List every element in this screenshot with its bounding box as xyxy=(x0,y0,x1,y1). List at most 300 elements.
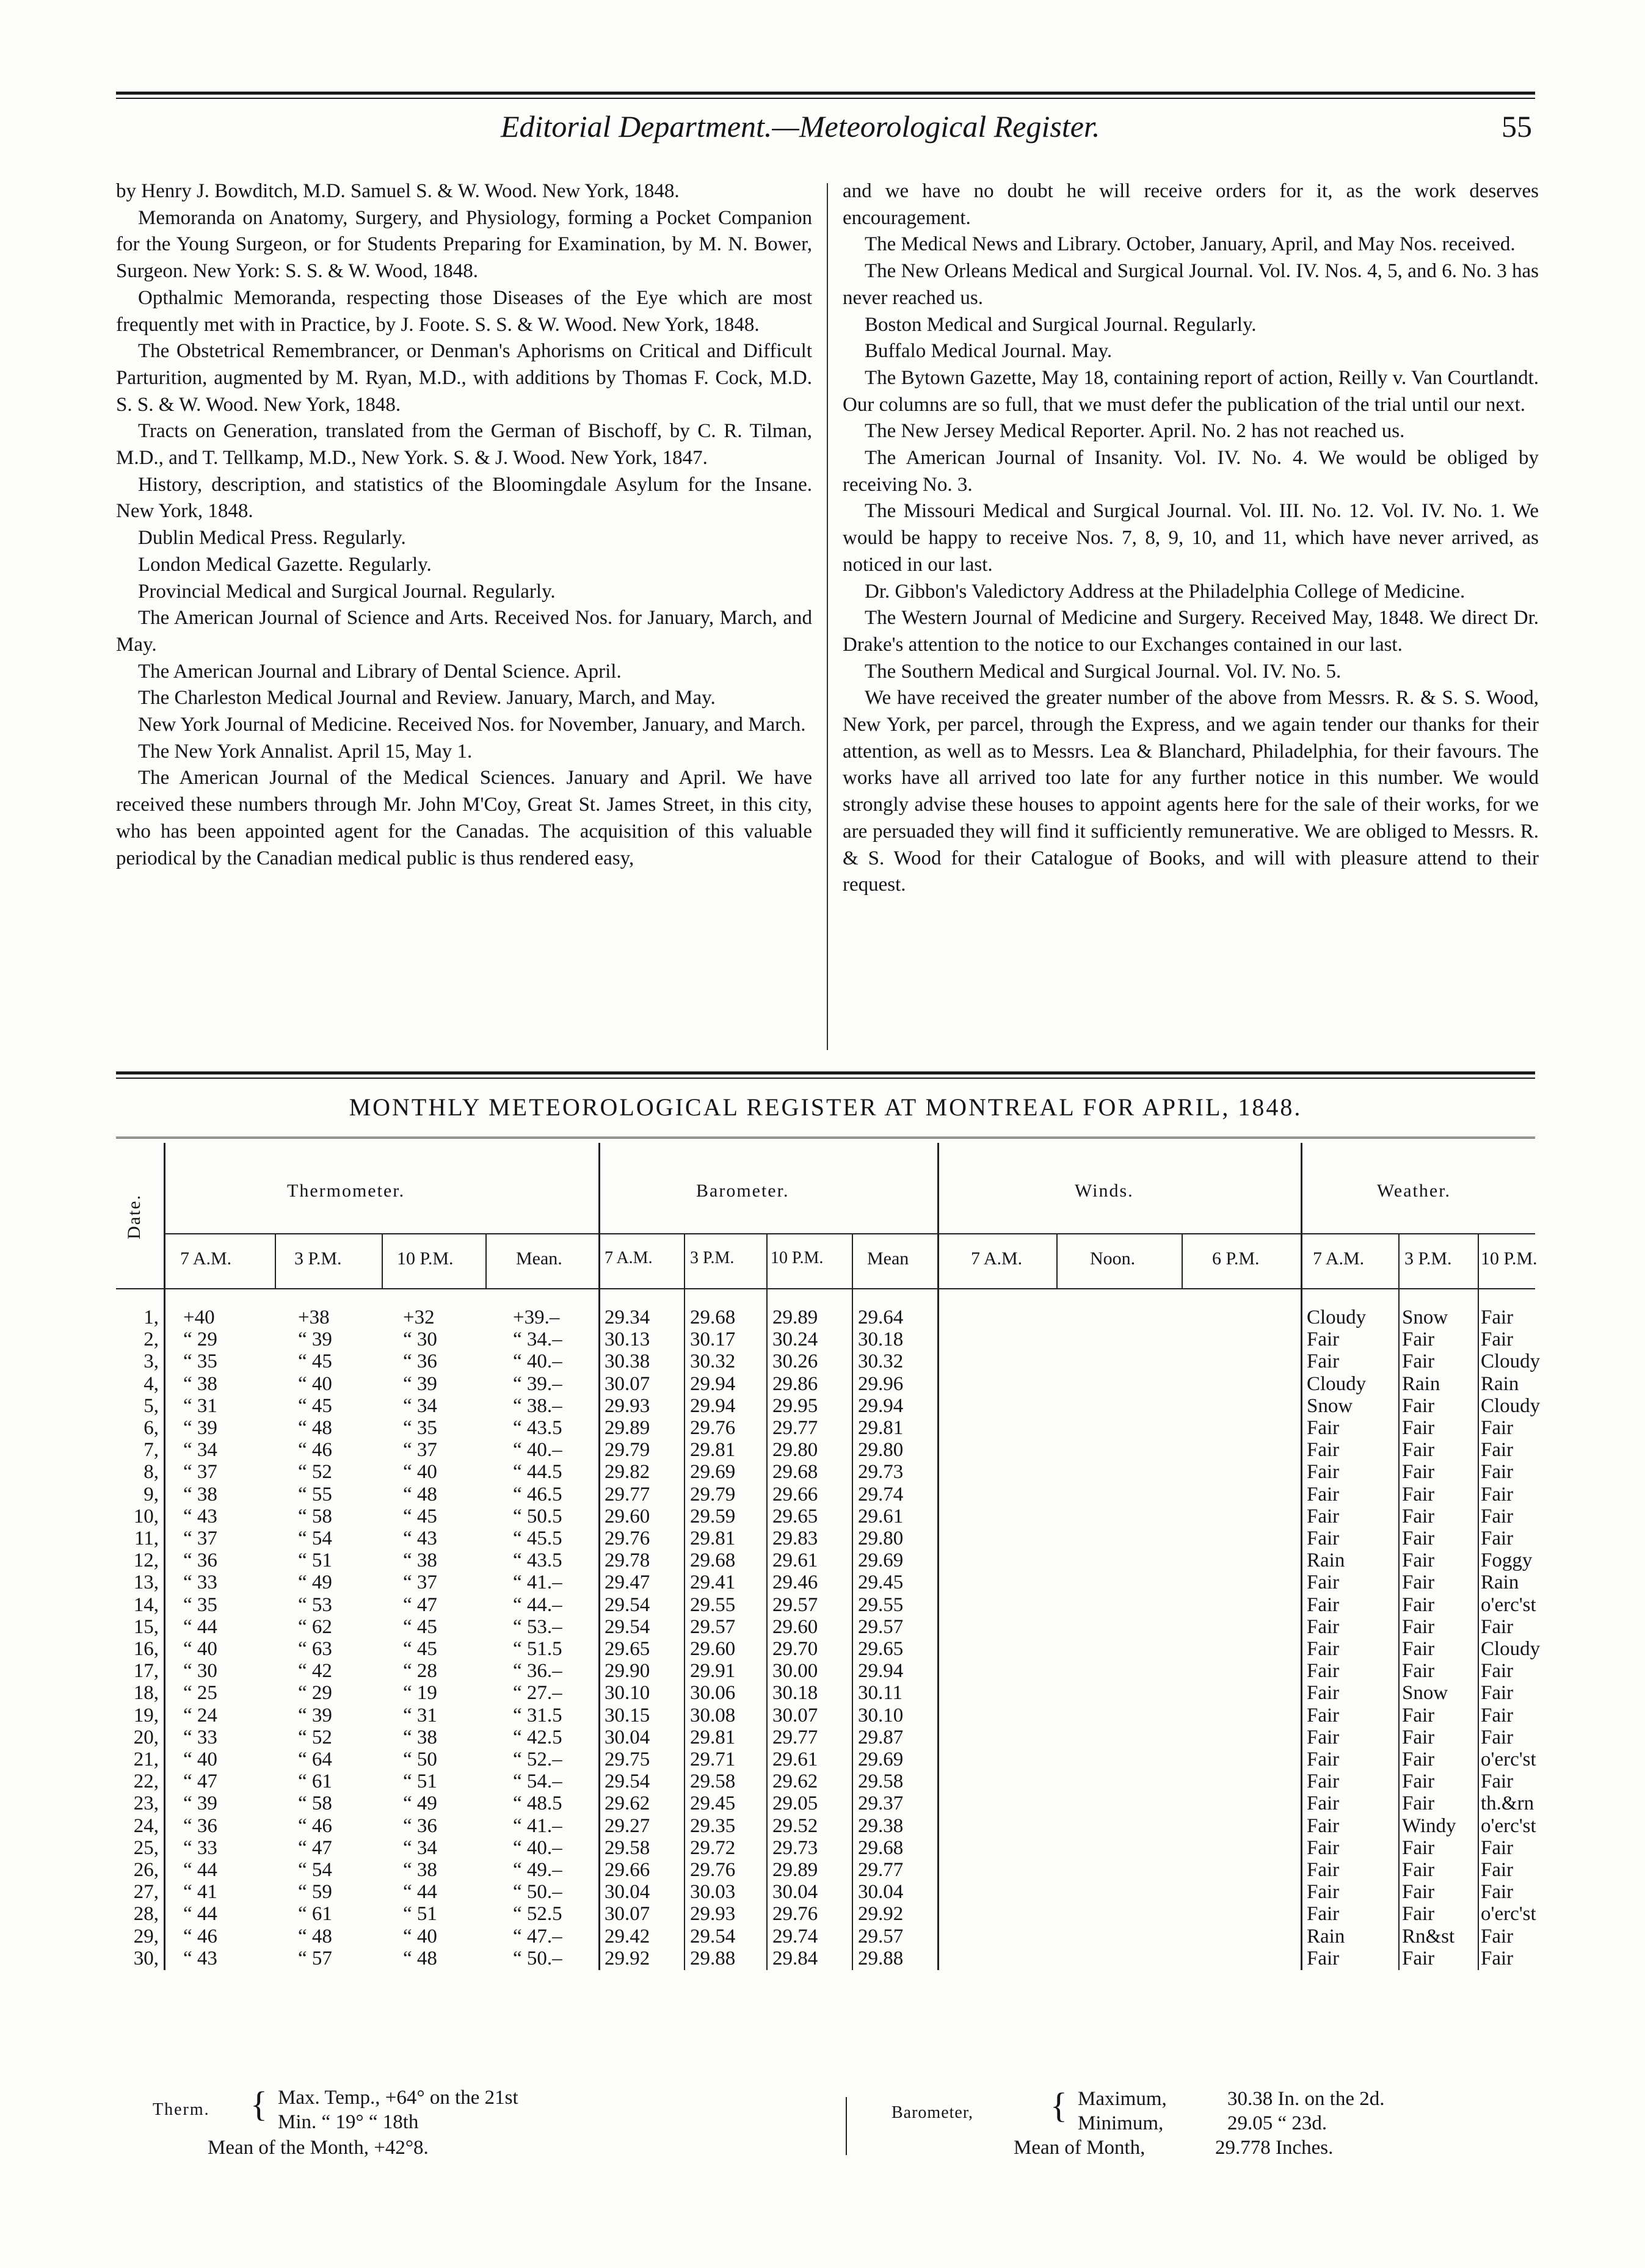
weather-10pm-cell: Fair xyxy=(1481,1726,1514,1748)
baro-3pm-cell: 29.35 xyxy=(690,1814,736,1837)
therm-mean-cell: “ 31.5 xyxy=(513,1704,562,1726)
baro-10pm-cell: 29.46 xyxy=(772,1571,818,1594)
paragraph: The Obstetrical Remembrancer, or Denman's Aphorisms on Critical and Difficult Parturition, augmented by M. Ryan, M.D., with additions by Thomas F. Cock, M.D. S. S. & W. Wood. New York, 1848. xyxy=(116,340,812,416)
weather-10pm-cell: Rain xyxy=(1481,1372,1519,1395)
therm-mean-cell: “ 41.– xyxy=(513,1571,562,1594)
baro-mean-label: Mean of Month, xyxy=(1014,2137,1146,2159)
therm-10pm-cell: “ 45 xyxy=(403,1615,437,1638)
baro-mean-cell: 29.61 xyxy=(858,1505,904,1527)
baro-7am-cell: 29.47 xyxy=(605,1571,650,1594)
baro-3pm-cell: 29.68 xyxy=(690,1549,736,1572)
day-cell: 6, xyxy=(143,1417,159,1439)
therm-10pm-cell: “ 38 xyxy=(403,1726,437,1748)
baro-10pm-cell: 30.26 xyxy=(772,1350,818,1373)
weather-7am-cell: Fair xyxy=(1307,1748,1340,1770)
baro-3pm-cell: 30.17 xyxy=(690,1328,736,1351)
therm-7am-cell: “ 40 xyxy=(183,1638,217,1660)
weather-3pm-cell: Fair xyxy=(1402,1947,1435,1969)
baro-3pm-cell: 30.32 xyxy=(690,1350,736,1373)
right-column xyxy=(843,178,1539,899)
therm-10pm-cell: “ 37 xyxy=(403,1439,437,1462)
baro-3pm-cell: 29.81 xyxy=(690,1439,736,1462)
weather-7am-cell: Fair xyxy=(1307,1792,1340,1815)
therm-3pm-cell: “ 62 xyxy=(298,1615,332,1638)
weather-7am-cell: Fair xyxy=(1307,1461,1340,1484)
day-cell: 26, xyxy=(133,1859,159,1881)
paragraph: The Southern Medical and Surgical Journal. Vol. IV. No. 5. xyxy=(865,660,1342,683)
therm-7am-cell: “ 34 xyxy=(183,1439,217,1462)
weather-7am-cell: Fair xyxy=(1307,1947,1340,1969)
baro-7am-cell: 29.93 xyxy=(605,1394,650,1417)
therm-mean-cell: “ 50.– xyxy=(513,1881,562,1904)
weather-10pm-cell: Fair xyxy=(1481,1704,1514,1726)
weather-3pm-cell: Fair xyxy=(1402,1881,1435,1904)
subheader-line xyxy=(116,1288,1535,1289)
therm-mean-cell: “ 36.– xyxy=(513,1660,562,1683)
weather-10pm-cell: Cloudy xyxy=(1481,1638,1541,1660)
baro-10pm-cell: 29.57 xyxy=(772,1593,818,1616)
therm-10pm-cell: “ 39 xyxy=(403,1372,437,1395)
therm-7am-cell: “ 35 xyxy=(183,1593,217,1616)
weather-10pm-cell: o'erc'st xyxy=(1481,1814,1536,1837)
therm-10pm-cell: “ 38 xyxy=(403,1549,437,1572)
baro-3pm-cell: 29.58 xyxy=(690,1770,736,1793)
weather-7am-cell: Fair xyxy=(1307,1814,1340,1837)
weather-3pm-cell: Fair xyxy=(1402,1615,1435,1638)
baro-mean-cell: 29.77 xyxy=(858,1859,904,1881)
weather-3pm-cell: Fair xyxy=(1402,1461,1435,1484)
weather-3pm-cell: Fair xyxy=(1402,1439,1435,1462)
paragraph: The Missouri Medical and Surgical Journal. Vol. III. No. 12. Vol. IV. No. 1. We would be happy to receive Nos. 7, 8, 9, 10, and 11, which have never arrived, as noticed in our last. xyxy=(843,500,1539,576)
therm-7am-cell: “ 29 xyxy=(183,1328,217,1351)
baro-3pm-cell: 29.94 xyxy=(690,1394,736,1417)
therm-mean-cell: “ 34.– xyxy=(513,1328,562,1351)
therm-10pm-cell: “ 50 xyxy=(403,1748,437,1770)
baro-7am-cell: 29.90 xyxy=(605,1660,650,1683)
baro-10pm-cell: 29.66 xyxy=(772,1483,818,1505)
weather-7am-cell: Fair xyxy=(1307,1571,1340,1594)
therm-3pm-cell: “ 59 xyxy=(298,1881,332,1904)
baro-10pm-cell: 29.77 xyxy=(772,1726,818,1748)
baro-3pm-cell: 29.41 xyxy=(690,1571,736,1594)
therm-7am-cell: “ 31 xyxy=(183,1394,217,1417)
weather-3pm-cell: Snow xyxy=(1402,1682,1448,1705)
baro-3pm-cell: 29.76 xyxy=(690,1859,736,1881)
paragraph: The Medical News and Library. October, January, April, and May Nos. received. xyxy=(865,233,1516,256)
baro-min-label: Minimum, xyxy=(1078,2112,1164,2134)
baro-mean-value: 29.778 Inches. xyxy=(1215,2137,1334,2159)
baro-3pm-cell: 29.71 xyxy=(690,1748,736,1770)
baro-mean-cell: 30.10 xyxy=(858,1704,904,1726)
therm-3pm-cell: “ 46 xyxy=(298,1814,332,1837)
baro-mean-cell: 29.94 xyxy=(858,1660,904,1683)
therm-7am-cell: “ 39 xyxy=(183,1792,217,1815)
winds-7am-header: 7 A.M. xyxy=(971,1248,1023,1269)
therm-10pm-cell: “ 30 xyxy=(403,1328,437,1351)
therm-3pm-cell: “ 52 xyxy=(298,1726,332,1748)
weather-7am-header: 7 A.M. xyxy=(1313,1248,1365,1269)
weather-10pm-cell: Fair xyxy=(1481,1859,1514,1881)
therm-3pm-cell: “ 57 xyxy=(298,1947,332,1969)
therm-7am-cell: “ 44 xyxy=(183,1903,217,1926)
baro-7am-cell: 29.42 xyxy=(605,1925,650,1947)
weather-3pm-cell: Rain xyxy=(1402,1372,1440,1395)
weather-10pm-cell: Fair xyxy=(1481,1615,1514,1638)
therm-10pm-cell: “ 47 xyxy=(403,1593,437,1616)
weather-10pm-cell: Foggy xyxy=(1481,1549,1533,1572)
baro-3pm-cell: 29.59 xyxy=(690,1505,736,1527)
sub-divider xyxy=(485,1233,487,1288)
therm-mean-cell: “ 47.– xyxy=(513,1925,562,1947)
winds-noon-header: Noon. xyxy=(1090,1248,1136,1269)
therm-7am-cell: “ 33 xyxy=(183,1726,217,1748)
baro-7am-cell: 29.62 xyxy=(605,1792,650,1815)
therm-7am-cell: “ 47 xyxy=(183,1770,217,1793)
paragraph: Tracts on Generation, translated from the German of Bischoff, by C. R. Tilman, M.D., and T. Tellkamp, M.D., New York. S. & J. Wood. New York, 1847. xyxy=(116,420,812,469)
therm-3pm-cell: “ 48 xyxy=(298,1925,332,1947)
sub-divider xyxy=(1182,1233,1183,1288)
paragraph: Dr. Gibbon's Valedictory Address at the Philadelphia College of Medicine. xyxy=(865,580,1465,603)
weather-7am-cell: Rain xyxy=(1307,1549,1345,1572)
day-cell: 29, xyxy=(133,1925,159,1947)
day-cell: 4, xyxy=(143,1372,159,1395)
weather-7am-cell: Fair xyxy=(1307,1704,1340,1726)
day-cell: 13, xyxy=(133,1571,159,1594)
baro-7am-cell: 29.34 xyxy=(605,1306,650,1328)
therm-7am-cell: “ 46 xyxy=(183,1925,217,1947)
baro-7am-cell: 29.77 xyxy=(605,1483,650,1505)
therm-mean-cell: “ 52.– xyxy=(513,1748,562,1770)
baro-3pm-cell: 30.08 xyxy=(690,1704,736,1726)
day-cell: 19, xyxy=(133,1704,159,1726)
baro-10pm-cell: 29.83 xyxy=(772,1527,818,1549)
weather-3pm-cell: Fair xyxy=(1402,1726,1435,1748)
therm-3pm-cell: “ 45 xyxy=(298,1394,332,1417)
therm-3pm-cell: “ 54 xyxy=(298,1527,332,1549)
therm-3pm-cell: “ 61 xyxy=(298,1770,332,1793)
barometer-group-label: Barometer. xyxy=(696,1181,790,1201)
top-rule xyxy=(116,92,1535,95)
therm-3pm-cell: “ 29 xyxy=(298,1682,332,1705)
baro-10pm-cell: 29.77 xyxy=(772,1417,818,1439)
therm-mean-cell: “ 46.5 xyxy=(513,1483,562,1505)
baro-mean-cell: 30.18 xyxy=(858,1328,904,1351)
register-title: MONTHLY METEOROLOGICAL REGISTER AT MONTREAL FOR APRIL, 1848. xyxy=(349,1093,1302,1121)
therm-3pm-cell: “ 40 xyxy=(298,1372,332,1395)
therm-10pm-cell: “ 48 xyxy=(403,1947,437,1969)
paragraph: The American Journal and Library of Dental Science. April. xyxy=(138,660,622,683)
paragraph: Buffalo Medical Journal. May. xyxy=(865,340,1113,363)
baro-10pm-cell: 29.62 xyxy=(772,1770,818,1793)
register-top-border xyxy=(116,1137,1535,1145)
weather-10pm-cell: Fair xyxy=(1481,1682,1514,1705)
weather-10pm-cell: Fair xyxy=(1481,1417,1514,1439)
baro-10pm-cell: 29.80 xyxy=(772,1439,818,1462)
baro-mean-cell: 29.69 xyxy=(858,1549,904,1572)
weather-7am-cell: Fair xyxy=(1307,1615,1340,1638)
therm-7am-cell: “ 43 xyxy=(183,1505,217,1527)
therm-10pm-cell: “ 43 xyxy=(403,1527,437,1549)
therm-mean-cell: “ 50.5 xyxy=(513,1505,562,1527)
baro-3pm-cell: 29.45 xyxy=(690,1792,736,1815)
therm-10pm-cell: “ 28 xyxy=(403,1660,437,1683)
weather-3pm-cell: Windy xyxy=(1402,1814,1456,1837)
baro-max-value: 30.38 In. on the 2d. xyxy=(1227,2088,1385,2110)
weather-7am-cell: Cloudy xyxy=(1307,1306,1367,1328)
weather-3pm-cell: Fair xyxy=(1402,1483,1435,1505)
weather-10pm-cell: Fair xyxy=(1481,1328,1514,1351)
therm-7am-cell: “ 36 xyxy=(183,1814,217,1837)
paragraph: The American Journal of the Medical Sciences. January and April. We have received these numbers through Mr. John M'Coy, Great St. James Street, in this city, who has been appointed agent for the Canadas. The acquisition of this valuable periodical by the Canadian medical public is thus rendered easy, xyxy=(116,767,812,869)
weather-7am-cell: Fair xyxy=(1307,1417,1340,1439)
baro-10pm-cell: 29.73 xyxy=(772,1836,818,1859)
weather-10pm-cell: Fair xyxy=(1481,1439,1514,1462)
baro-7am-cell: 29.54 xyxy=(605,1615,650,1638)
weather-7am-cell: Fair xyxy=(1307,1881,1340,1904)
baro-mean-cell: 29.64 xyxy=(858,1306,904,1328)
baro-7am-cell: 29.75 xyxy=(605,1748,650,1770)
day-cell: 24, xyxy=(133,1814,159,1837)
baro-3pm-header: 3 P.M. xyxy=(690,1248,735,1267)
weather-10pm-cell: Fair xyxy=(1481,1836,1514,1859)
baro-10pm-cell: 29.76 xyxy=(772,1903,818,1926)
therm-7am-cell: “ 24 xyxy=(183,1704,217,1726)
therm-mean-cell: “ 44.– xyxy=(513,1593,562,1616)
therm-7am-cell: “ 44 xyxy=(183,1615,217,1638)
paragraph: History, description, and statistics of the Bloomingdale Asylum for the Insane. New York, 1848. xyxy=(116,473,812,523)
baro-7am-cell: 30.13 xyxy=(605,1328,650,1351)
baro-mean-header: Mean xyxy=(867,1248,909,1269)
baro-mean-cell: 29.37 xyxy=(858,1792,904,1815)
weather-3pm-cell: Rn&st xyxy=(1402,1925,1455,1947)
weather-3pm-cell: Fair xyxy=(1402,1638,1435,1660)
baro-mean-cell: 29.73 xyxy=(858,1461,904,1484)
therm-10pm-cell: “ 31 xyxy=(403,1704,437,1726)
paragraph: Provincial Medical and Surgical Journal. Regularly. xyxy=(138,580,556,603)
day-cell: 14, xyxy=(133,1593,159,1616)
day-cell: 27, xyxy=(133,1881,159,1904)
baro-3pm-cell: 29.79 xyxy=(690,1483,736,1505)
baro-mean-cell: 30.04 xyxy=(858,1881,904,1904)
therm-10pm-cell: “ 40 xyxy=(403,1925,437,1947)
baro-7am-cell: 29.89 xyxy=(605,1417,650,1439)
weather-3pm-cell: Fair xyxy=(1402,1770,1435,1793)
day-cell: 15, xyxy=(133,1615,159,1638)
weather-10pm-cell: o'erc'st xyxy=(1481,1748,1536,1770)
baro-mean-cell: 29.65 xyxy=(858,1638,904,1660)
paragraph: by Henry J. Bowditch, M.D. Samuel S. & W. Wood. New York, 1848. xyxy=(116,180,680,202)
weather-7am-cell: Fair xyxy=(1307,1682,1340,1705)
day-cell: 22, xyxy=(133,1770,159,1793)
day-cell: 20, xyxy=(133,1726,159,1748)
baro-3pm-cell: 29.94 xyxy=(690,1372,736,1395)
baro-3pm-cell: 29.54 xyxy=(690,1925,736,1947)
therm-10pm-cell: “ 36 xyxy=(403,1350,437,1373)
baro-3pm-cell: 29.69 xyxy=(690,1461,736,1484)
baro-10pm-cell: 29.61 xyxy=(772,1549,818,1572)
sub-divider xyxy=(766,1233,768,1970)
weather-3pm-cell: Fair xyxy=(1402,1394,1435,1417)
therm-3pm-cell: “ 61 xyxy=(298,1903,332,1926)
baro-3pm-cell: 30.06 xyxy=(690,1682,736,1705)
therm-10pm-cell: “ 38 xyxy=(403,1859,437,1881)
therm-7am-cell: “ 40 xyxy=(183,1748,217,1770)
baro-7am-cell: 30.10 xyxy=(605,1682,650,1705)
day-cell: 3, xyxy=(143,1350,159,1373)
baro-7am-cell: 30.07 xyxy=(605,1903,650,1926)
therm-10pm-cell: “ 48 xyxy=(403,1483,437,1505)
weather-3pm-cell: Fair xyxy=(1402,1748,1435,1770)
therm-3pm-cell: “ 46 xyxy=(298,1439,332,1462)
therm-10pm-cell: “ 34 xyxy=(403,1836,437,1859)
therm-3pm-cell: “ 39 xyxy=(298,1328,332,1351)
thermometer-group-label: Thermometer. xyxy=(287,1181,405,1201)
day-cell: 17, xyxy=(133,1660,159,1683)
weather-3pm-cell: Fair xyxy=(1402,1859,1435,1881)
therm-10pm-cell: “ 34 xyxy=(403,1394,437,1417)
footer-divider xyxy=(846,2097,847,2155)
therm-3pm-cell: “ 45 xyxy=(298,1350,332,1373)
therm-max: Max. Temp., +64° on the 21st xyxy=(278,2087,518,2109)
therm-10pm-cell: “ 35 xyxy=(403,1417,437,1439)
therm-10pm-cell: “ 45 xyxy=(403,1638,437,1660)
therm-3pm-cell: “ 48 xyxy=(298,1417,332,1439)
day-cell: 21, xyxy=(133,1748,159,1770)
paragraph: New York Journal of Medicine. Received Nos. for November, January, and March. xyxy=(138,714,806,736)
weather-3pm-cell: Fair xyxy=(1402,1328,1435,1351)
weather-10pm-cell: Fair xyxy=(1481,1505,1514,1527)
therm-7am-cell: “ 38 xyxy=(183,1483,217,1505)
baro-7am-cell: 29.27 xyxy=(605,1814,650,1837)
baro-mean-cell: 29.81 xyxy=(858,1417,904,1439)
weather-group-label: Weather. xyxy=(1377,1181,1451,1201)
paragraph: Memoranda on Anatomy, Surgery, and Physiology, forming a Pocket Companion for the Young Surgeon, or for Students Preparing for Examination, by M. N. Bower, Surgeon. New York: S. S. & W. Wood, 1848. xyxy=(116,206,812,283)
baro-mean-cell: 29.96 xyxy=(858,1372,904,1395)
baro-summary-label: Barometer, xyxy=(891,2103,974,2122)
therm-3pm-cell: “ 63 xyxy=(298,1638,332,1660)
baro-7am-cell: 30.07 xyxy=(605,1372,650,1395)
therm-7am-cell: “ 38 xyxy=(183,1372,217,1395)
therm-3pm-cell: “ 42 xyxy=(298,1660,332,1683)
baro-mean-cell: 29.38 xyxy=(858,1814,904,1837)
baro-10pm-cell: 30.24 xyxy=(772,1328,818,1351)
date-column-line xyxy=(164,1143,165,1970)
baro-mean-cell: 29.80 xyxy=(858,1439,904,1462)
baro-3pm-cell: 29.60 xyxy=(690,1638,736,1660)
baro-mean-cell: 29.45 xyxy=(858,1571,904,1594)
page-number: 55 xyxy=(1502,109,1532,143)
paragraph: The Bytown Gazette, May 18, containing report of action, Reilly v. Van Courtlandt. Our columns are so full, that we must defer the publication of the trial until our next. xyxy=(843,366,1539,416)
therm-3pm-cell: “ 49 xyxy=(298,1571,332,1594)
therm-3pm-cell: “ 64 xyxy=(298,1748,332,1770)
paragraph: The American Journal of Insanity. Vol. IV. No. 4. We would be obliged by receiving No. 3. xyxy=(843,447,1539,496)
therm-3pm-cell: “ 58 xyxy=(298,1792,332,1815)
therm-mean-cell: “ 40.– xyxy=(513,1350,562,1373)
baro-10pm-cell: 30.18 xyxy=(772,1682,818,1705)
weather-3pm-cell: Fair xyxy=(1402,1903,1435,1926)
therm-mean-cell: “ 51.5 xyxy=(513,1638,562,1660)
baro-mean-cell: 29.80 xyxy=(858,1527,904,1549)
therm-3pm-cell: “ 51 xyxy=(298,1549,332,1572)
baro-3pm-cell: 29.68 xyxy=(690,1306,736,1328)
weather-10pm-cell: Cloudy xyxy=(1481,1350,1541,1373)
baro-7am-cell: 29.79 xyxy=(605,1439,650,1462)
therm-10pm-cell: “ 40 xyxy=(403,1461,437,1484)
left-column xyxy=(116,178,812,872)
baro-brace: { xyxy=(1050,2085,1067,2125)
baro-7am-cell: 29.58 xyxy=(605,1836,650,1859)
weather-7am-cell: Fair xyxy=(1307,1726,1340,1748)
weather-10pm-cell: Fair xyxy=(1481,1660,1514,1683)
therm-7am-cell: “ 43 xyxy=(183,1947,217,1969)
weather-7am-cell: Fair xyxy=(1307,1328,1340,1351)
therm-mean-cell: “ 49.– xyxy=(513,1859,562,1881)
therm-mean-cell: “ 40.– xyxy=(513,1836,562,1859)
weather-7am-cell: Fair xyxy=(1307,1527,1340,1549)
therm-10pm-cell: +32 xyxy=(403,1306,435,1328)
paragraph: The American Journal of Science and Arts. Received Nos. for January, March, and May. xyxy=(116,607,812,656)
paragraph: The New Jersey Medical Reporter. April. No. 2 has not reached us. xyxy=(865,420,1405,443)
therm-mean-cell: “ 44.5 xyxy=(513,1461,562,1484)
winds-group-label: Winds. xyxy=(1075,1181,1134,1201)
weather-3pm-cell: Fair xyxy=(1402,1836,1435,1859)
therm-10pm-header: 10 P.M. xyxy=(397,1248,454,1269)
weather-3pm-header: 3 P.M. xyxy=(1404,1248,1452,1269)
top-rule-thin xyxy=(116,98,1535,99)
baro-3pm-cell: 29.55 xyxy=(690,1593,736,1616)
group-header-line xyxy=(164,1233,1535,1234)
weather-7am-cell: Cloudy xyxy=(1307,1372,1367,1395)
day-cell: 9, xyxy=(143,1483,159,1505)
sub-divider xyxy=(1056,1233,1058,1288)
weather-10pm-cell: Fair xyxy=(1481,1881,1514,1904)
baro-mean-cell: 29.55 xyxy=(858,1593,904,1616)
baro-3pm-cell: 29.81 xyxy=(690,1726,736,1748)
therm-summary-label: Therm. xyxy=(153,2100,210,2119)
weather-7am-cell: Fair xyxy=(1307,1836,1340,1859)
baro-10pm-cell: 29.70 xyxy=(772,1638,818,1660)
baro-mean-cell: 29.58 xyxy=(858,1770,904,1793)
therm-7am-cell: “ 37 xyxy=(183,1461,217,1484)
thermometer-barometer-line xyxy=(598,1143,600,1970)
weather-3pm-cell: Fair xyxy=(1402,1350,1435,1373)
baro-7am-header: 7 A.M. xyxy=(605,1248,653,1267)
weather-3pm-cell: Fair xyxy=(1402,1505,1435,1527)
day-cell: 30, xyxy=(133,1947,159,1969)
weather-10pm-cell: Rain xyxy=(1481,1571,1519,1594)
weather-10pm-cell: Fair xyxy=(1481,1527,1514,1549)
therm-7am-cell: “ 36 xyxy=(183,1549,217,1572)
weather-10pm-cell: Fair xyxy=(1481,1925,1514,1947)
therm-3pm-cell: “ 53 xyxy=(298,1593,332,1616)
sub-divider xyxy=(852,1233,853,1970)
weather-3pm-cell: Fair xyxy=(1402,1417,1435,1439)
weather-10pm-cell: Fair xyxy=(1481,1483,1514,1505)
baro-10pm-cell: 29.52 xyxy=(772,1814,818,1837)
baro-7am-cell: 29.54 xyxy=(605,1770,650,1793)
baro-10pm-cell: 29.95 xyxy=(772,1394,818,1417)
baro-7am-cell: 29.65 xyxy=(605,1638,650,1660)
therm-10pm-cell: “ 49 xyxy=(403,1792,437,1815)
baro-3pm-cell: 29.76 xyxy=(690,1417,736,1439)
sub-divider xyxy=(382,1233,383,1288)
therm-mean-cell: “ 38.– xyxy=(513,1394,562,1417)
baro-mean-cell: 29.57 xyxy=(858,1615,904,1638)
weather-10pm-cell: Cloudy xyxy=(1481,1394,1541,1417)
therm-7am-cell: “ 33 xyxy=(183,1836,217,1859)
paragraph: The New Orleans Medical and Surgical Journal. Vol. IV. Nos. 4, 5, and 6. No. 3 has never reached us. xyxy=(843,260,1539,309)
baro-3pm-cell: 29.81 xyxy=(690,1527,736,1549)
